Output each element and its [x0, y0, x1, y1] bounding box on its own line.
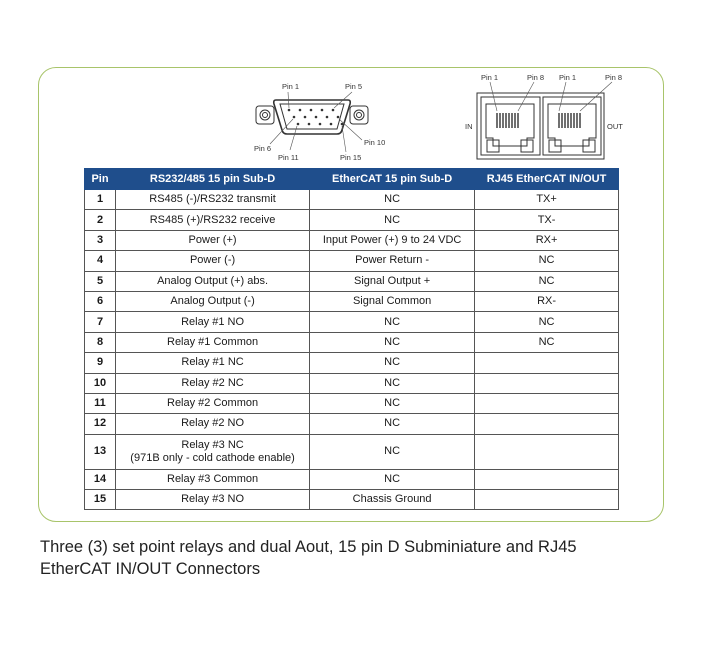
header-rs232: RS232/485 15 pin Sub-D	[116, 169, 310, 190]
table-row	[85, 251, 619, 271]
dsub-15-connector-icon	[256, 100, 368, 134]
dsub-pin10-label: Pin 10	[364, 138, 386, 147]
rj45-in-label: IN	[465, 122, 473, 131]
figure-caption	[40, 536, 680, 580]
rj45-cell: RX-	[475, 291, 619, 311]
rj45-cell: TX+	[475, 190, 619, 210]
rs232-cell-line2: (971B only - cold cathode enable)	[130, 451, 295, 464]
table-row	[85, 434, 619, 469]
ethercat-cell: NC	[310, 332, 475, 352]
rj45-cell	[475, 414, 619, 434]
dsub-pin11-label: Pin 11	[278, 153, 299, 162]
dsub-pin15-label: Pin 15	[340, 153, 362, 162]
rj45-cell: NC	[475, 332, 619, 352]
table-row	[85, 373, 619, 393]
header-ethercat: EtherCAT 15 pin Sub-D	[310, 169, 475, 190]
table-row	[85, 291, 619, 311]
rs232-cell: Power (+)	[116, 230, 310, 250]
ethercat-cell: NC	[310, 393, 475, 413]
ethercat-cell: NC	[310, 210, 475, 230]
pin-number: 3	[85, 230, 116, 250]
rs232-cell: Relay #1 Common	[116, 332, 310, 352]
pinout-table	[84, 168, 619, 510]
ethercat-cell: NC	[310, 312, 475, 332]
pin-number: 11	[85, 393, 116, 413]
rj45-cell	[475, 490, 619, 510]
pin-number: 12	[85, 414, 116, 434]
rj45-in-pin1-label: Pin 1	[481, 73, 499, 82]
rj45-cell: RX+	[475, 230, 619, 250]
table-row	[85, 414, 619, 434]
ethercat-cell: Chassis Ground	[310, 490, 475, 510]
rj45-cell	[475, 393, 619, 413]
rj45-cell: NC	[475, 271, 619, 291]
table-row	[85, 210, 619, 230]
ethercat-cell: NC	[310, 414, 475, 434]
pin-number: 13	[85, 434, 116, 469]
caption-line-1: Three (3) set point relays and dual Aout, 15 pin D Subminiature and RJ45	[40, 538, 577, 556]
ethercat-cell: Signal Output +	[310, 271, 475, 291]
pin-number: 10	[85, 373, 116, 393]
ethercat-cell: NC	[310, 373, 475, 393]
table-row	[85, 393, 619, 413]
ethercat-cell: Power Return -	[310, 251, 475, 271]
rs232-cell: Power (-)	[116, 251, 310, 271]
pin-number: 1	[85, 190, 116, 210]
table-row	[85, 490, 619, 510]
header-rj45: RJ45 EtherCAT IN/OUT	[475, 169, 619, 190]
pin-number: 14	[85, 469, 116, 489]
table-row	[85, 271, 619, 291]
pin-number: 9	[85, 353, 116, 373]
rj45-cell	[475, 373, 619, 393]
table-row	[85, 312, 619, 332]
ethercat-cell: NC	[310, 469, 475, 489]
rs232-cell: Relay #2 NO	[116, 414, 310, 434]
rs232-cell: Relay #3 Common	[116, 469, 310, 489]
rj45-cell	[475, 469, 619, 489]
rs232-cell: Analog Output (-)	[116, 291, 310, 311]
rs232-cell: Relay #3 NO	[116, 490, 310, 510]
rs232-cell: Relay #1 NO	[116, 312, 310, 332]
rj45-cell	[475, 434, 619, 469]
rj45-cell: NC	[475, 251, 619, 271]
dsub-pin5-label: Pin 5	[345, 82, 363, 91]
rs232-cell: RS485 (+)/RS232 receive	[116, 210, 310, 230]
rs232-cell: Analog Output (+) abs.	[116, 271, 310, 291]
header-pin: Pin	[85, 169, 116, 190]
rj45-cell: NC	[475, 312, 619, 332]
rj45-cell: TX-	[475, 210, 619, 230]
rj45-contacts	[497, 113, 580, 128]
rs232-cell: Relay #1 NC	[116, 353, 310, 373]
pin-number: 15	[85, 490, 116, 510]
caption-line-2: EtherCAT IN/OUT Connectors	[40, 560, 261, 578]
table-row	[85, 230, 619, 250]
pin-number: 7	[85, 312, 116, 332]
rs232-cell	[116, 434, 310, 469]
rj45-out-pin1-label: Pin 1	[559, 73, 577, 82]
dsub-pin1-label: Pin 1	[282, 82, 300, 91]
dsub-pins	[288, 109, 344, 126]
rs232-cell: Relay #2 Common	[116, 393, 310, 413]
rj45-ports-icon	[477, 93, 604, 159]
pin-number: 4	[85, 251, 116, 271]
ethercat-cell: NC	[310, 434, 475, 469]
ethercat-cell: Signal Common	[310, 291, 475, 311]
ethercat-cell: NC	[310, 190, 475, 210]
pin-number: 2	[85, 210, 116, 230]
ethercat-cell: NC	[310, 353, 475, 373]
rj45-in-pin8-label: Pin 8	[527, 73, 545, 82]
pin-number: 8	[85, 332, 116, 352]
table-row	[85, 190, 619, 210]
rj45-out-pin8-label: Pin 8	[605, 73, 623, 82]
table-row	[85, 353, 619, 373]
rs232-cell: RS485 (-)/RS232 transmit	[116, 190, 310, 210]
rj45-cell	[475, 353, 619, 373]
connector-diagrams	[0, 0, 703, 170]
pin-number: 6	[85, 291, 116, 311]
pin-number: 5	[85, 271, 116, 291]
rs232-cell-line1: Relay #3 NC	[181, 438, 244, 451]
rs232-cell: Relay #2 NC	[116, 373, 310, 393]
dsub-pin6-label: Pin 6	[254, 144, 272, 153]
table-row	[85, 332, 619, 352]
table-row	[85, 469, 619, 489]
ethercat-cell: Input Power (+) 9 to 24 VDC	[310, 230, 475, 250]
rj45-out-label: OUT	[607, 122, 623, 131]
table-header-row	[85, 169, 619, 190]
